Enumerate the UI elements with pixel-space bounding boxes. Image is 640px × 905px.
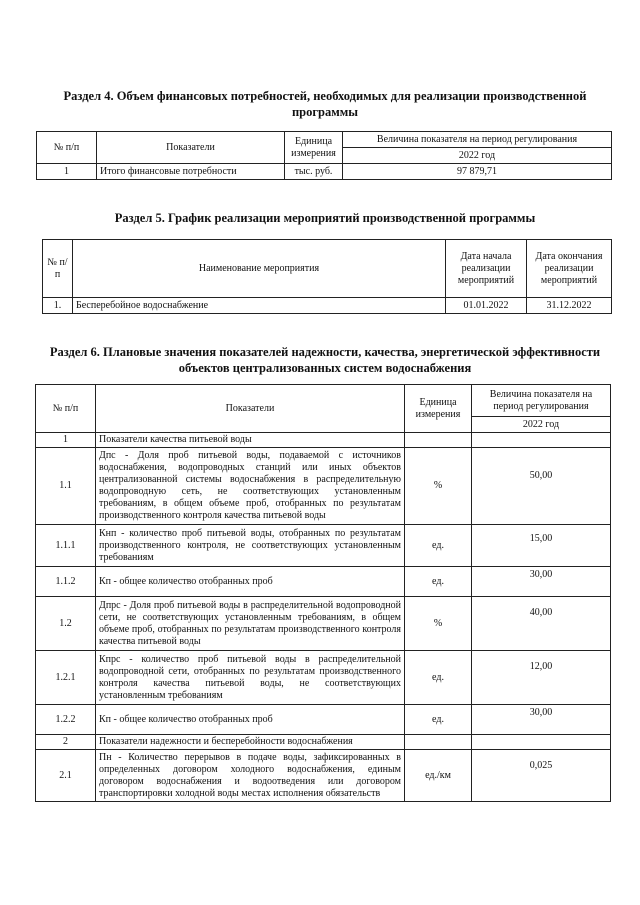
row-unit: ед. xyxy=(405,705,472,735)
header-num: № п/п xyxy=(43,240,73,298)
row-end: 31.12.2022 xyxy=(527,298,612,314)
row-unit: ед. xyxy=(405,525,472,567)
header-year: 2022 год xyxy=(343,148,612,164)
row-value xyxy=(472,735,611,750)
header-year: 2022 год xyxy=(472,417,611,433)
row-num: 2 xyxy=(36,735,96,750)
row-name: Бесперебойное водоснабжение xyxy=(73,298,446,314)
row-value: 0,025 xyxy=(472,750,611,802)
row-name: Дпс - Доля проб питьевой воды, подаваемой с источников водоснабжения, водопроводных станций или иных объектов централизованной системы водоснабжения в распределительную водопроводную сеть, не соответствующих установленным требованиям, в общем объеме проб, отобранных по результатам производственного контроля качества питьевой воды xyxy=(96,448,405,525)
table-row xyxy=(36,750,611,802)
row-name: Показатели надежности и бесперебойности водоснабжения xyxy=(96,735,405,750)
row-num: 1. xyxy=(43,298,73,314)
row-num: 1.1 xyxy=(36,448,96,525)
header-num: № п/п xyxy=(36,385,96,433)
row-unit: ед. xyxy=(405,567,472,597)
header-end: Дата окончания реализации мероприятий xyxy=(527,240,612,298)
row-value: 15,00 xyxy=(472,525,611,567)
row-num: 1.1.2 xyxy=(36,567,96,597)
row-name: Пн - Количество перерывов в подаче воды, зафиксированных в определенных договором холодного водоснабжения, единым договором водоснабжения и водоотведения или договором транспортировки холодной воды местах исполнения обязательств xyxy=(96,750,405,802)
row-num: 1 xyxy=(36,433,96,448)
header-value: Величина показателя на период регулирования xyxy=(472,385,611,417)
row-num: 1 xyxy=(37,164,97,180)
row-value xyxy=(472,433,611,448)
row-value: 12,00 xyxy=(472,651,611,705)
row-name: Итого финансовые потребности xyxy=(97,164,285,180)
header-name: Наименование мероприятия xyxy=(73,240,446,298)
row-value: 50,00 xyxy=(472,448,611,525)
row-unit: % xyxy=(405,448,472,525)
table-row xyxy=(43,298,612,314)
table-row xyxy=(36,705,611,735)
row-num: 1.1.1 xyxy=(36,525,96,567)
row-unit: ед. xyxy=(405,651,472,705)
table-row xyxy=(37,164,612,180)
header-num: № п/п xyxy=(37,132,97,164)
header-unit: Единица измерения xyxy=(285,132,343,164)
table-row xyxy=(36,567,611,597)
row-value: 30,00 xyxy=(472,567,611,597)
header-start: Дата начала реализации мероприятий xyxy=(446,240,527,298)
section6-table xyxy=(35,384,611,802)
row-name: Кпрс - количество проб питьевой воды в распределительной водопроводной сети, отобранных по результатам производственного контроля качества питьевой воды, не соответствующих установленным требованиям xyxy=(96,651,405,705)
table-header-row xyxy=(36,385,611,417)
section5-table xyxy=(42,239,612,314)
table-header-row xyxy=(43,240,612,298)
table-row xyxy=(36,651,611,705)
row-num: 1.2.2 xyxy=(36,705,96,735)
row-name: Кп - общее количество отобранных проб xyxy=(96,567,405,597)
row-num: 1.2.1 xyxy=(36,651,96,705)
table-row xyxy=(36,597,611,651)
section4-title: Раздел 4. Объем финансовых потребностей, необходимых для реализации производственной программы xyxy=(63,89,587,119)
row-value: 30,00 xyxy=(472,705,611,735)
row-unit xyxy=(405,735,472,750)
row-num: 1.2 xyxy=(36,597,96,651)
section6-title: Раздел 6. Плановые значения показателей надежности, качества, энергетической эффективности объектов централизованных систем водоснабжения xyxy=(49,345,601,375)
row-name: Кнп - количество проб питьевой воды, отобранных по результатам производственного контроля, не соответствующих установленным требованиям xyxy=(96,525,405,567)
table-row xyxy=(36,448,611,525)
table-row xyxy=(36,433,611,448)
row-name: Показатели качества питьевой воды xyxy=(96,433,405,448)
header-indicators: Показатели xyxy=(96,385,405,433)
row-unit: ед./км xyxy=(405,750,472,802)
section4-table xyxy=(36,131,612,180)
row-name: Дпрс - Доля проб питьевой воды в распределительной водопроводной сети, не соответствующих установленным требованиям, в общем объеме проб, отобранных по результатам производственного контроля качества питьевой воды xyxy=(96,597,405,651)
header-indicators: Показатели xyxy=(97,132,285,164)
table-row xyxy=(36,525,611,567)
row-name: Кп - общее количество отобранных проб xyxy=(96,705,405,735)
row-unit: % xyxy=(405,597,472,651)
row-value: 97 879,71 xyxy=(343,164,612,180)
table-header-row xyxy=(37,132,612,148)
table-row xyxy=(36,735,611,750)
row-value: 40,00 xyxy=(472,597,611,651)
section5-title: Раздел 5. График реализации мероприятий производственной программы xyxy=(114,211,536,225)
row-num: 2.1 xyxy=(36,750,96,802)
header-value: Величина показателя на период регулирования xyxy=(343,132,612,148)
row-unit: тыс. руб. xyxy=(285,164,343,180)
header-unit: Единица измерения xyxy=(405,385,472,433)
row-start: 01.01.2022 xyxy=(446,298,527,314)
row-unit xyxy=(405,433,472,448)
